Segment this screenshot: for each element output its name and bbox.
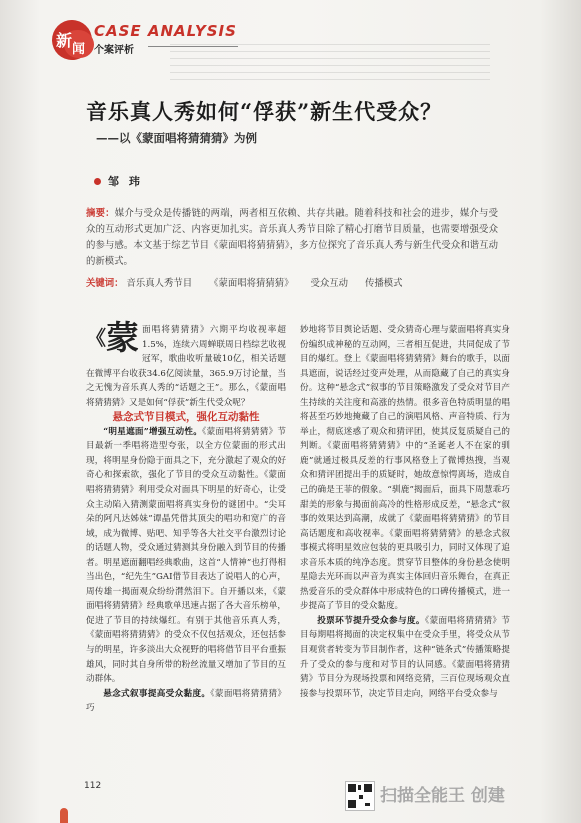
author-bullet-icon: [94, 178, 101, 185]
header-divider: [148, 46, 238, 47]
logo-char-1: 新: [56, 31, 73, 50]
keyword: 《蒙面唱将猜猜猜》: [209, 278, 294, 289]
dropcap: 《蒙: [86, 318, 139, 357]
body-paragraph: 投票环节提升受众参与度。《蒙面唱将猜猜猜》节目每期唱将揭面的决定权集中在受众手里，将受众从节目观赏者转变为节目制作者，这种“链条式”传播策略提升了受众的参与度和对节目的认同感。《蒙面唱将猜猜猜》节目分为现场投票和网络竞猜，三百位现场观众直接参与投票环节，决定节目走向，网络平台受众参与: [300, 615, 510, 699]
body-column-right: [300, 323, 510, 701]
abstract-text: 媒介与受众是传播链的两端，两者相互依赖、共存共融。随着科技和社会的进步，媒介与受众的互动形式更加广泛、内容更加扎实。音乐真人秀节目除了精心打磨节目质量，也需要增强受众的参与感。本文基于综艺节目《蒙面唱将猜猜猜》，多方位探究了音乐真人秀与新生代受众和谐互动的新模式。: [86, 208, 498, 267]
scanner-watermark: 扫描全能王 创建: [380, 786, 505, 806]
logo-char-2: 闻: [72, 42, 86, 57]
body-paragraph: “明星遮面”增强互动性。《蒙面唱将猜猜猜》节目最新一季唱将造型夸张，以全方位蒙面的形式出现，将明星身份隐于面具之下，充分激起了观众的好奇心和探索欲，强化了节目的受众互动黏性。《蒙面唱将猜猜猜》利用受众对面具下明星的好奇心，让受众主动陷入猜测蒙面唱将真实身份的谜团中。“尖耳朵的阿凡达姊妹”谭晶凭借其顶尖的唱功和宽广的音域，成为微博、贴吧、知乎等各大社交平台激烈讨论的话题人物，受众通过猜测其身份融入到节目的传播者。明星遮面翻唱经典歌曲，这首“人情神”也打得相当出色，“纪先生”GAI借节目表达了说唱人的心声，周传雄一揭面观众纷纷潸然泪下。自开播以来，《蒙面唱将猜猜猜》经典歌单迅速占据了各大音乐榜单，促进了节目的持续爆红。有别于其他音乐真人秀，《蒙面唱将猜猜猜》的受众不仅包括观众，还包括参与的明星，许多淡出大众视野的唱将借节目平台重振雄风，同时其自身所带的粉丝流量又增加了节目的互动群体。: [86, 426, 287, 685]
keywords: [86, 275, 506, 289]
footer-decoration: [60, 808, 68, 823]
body-paragraph: 悬念式叙事提高受众黏度。《蒙面唱将猜猜猜》巧: [86, 688, 286, 714]
keyword: 受众互动: [310, 278, 349, 289]
keyword: 音乐真人秀节目: [126, 278, 193, 289]
body-column-left: [86, 318, 287, 716]
article-author: 邹 玮: [108, 175, 143, 188]
keywords-label: 关键词：: [86, 278, 124, 289]
article-subtitle: ——以《蒙面唱将猜猜猜》为例: [96, 131, 257, 145]
intro-paragraph: 《蒙 面唱将猜猜猜》六期平均收视率超1.5%，连续六周蝉联周日档综艺收视冠军，歌曲收听量破10亿，相关话题在微博平台收获34.6亿阅读量，365.9万讨论量，当之无愧为音乐真人秀的“话题之王”。那么，《蒙面唱将猜猜猜》又是如何“俘获”新生代受众呢？: [86, 318, 286, 408]
abstract: [86, 206, 498, 270]
body-paragraph: 妙地将节目舆论话题、受众猜奇心理与蒙面唱将真实身份编织成神秘的互动网，三者相互促进，共同促成了节目的爆红。登上《蒙面唱将猜猜猜》舞台的歌手，以面具遮面，说话经过变声处理，从而隐藏了自己的真实身份。这种“悬念式”叙事的节目策略激发了受众对节目产生持续的关注度和高涨的热情。很多音色特质明显的唱将甚至巧妙地掩藏了自己的演唱风格、声音特质、行为举止，彻底迷惑了观众和猜评团，使其反复质疑自己的判断。《蒙面唱将猜猜猜》中的“圣诞老人不在家的驯鹿”就通过极具反差的行事风格登上了微博热搜，当观众和猜评团提出手的质疑时，她故意惊愕离场，造成自己的确是王菲的假象。“驯鹿”揭面后，面具下周慧乖巧甜美的形象与揭面前高冷的性格形成反差，“悬念式”叙事的效果达到高潮，成就了《蒙面唱将猜猜猜》的节目高话题度和高收视率。《蒙面唱将猜猜猜》的悬念式叙事模式将明星效应包装的更具吸引力，同时又体现了追求音乐本质的纯净态度。贯穿节目整体的身份悬念使明星隐去光环而以声音为真实主体回归音乐舞台，在真正热爱音乐的受众群体中形成特色的口碑传播模式，进一步提高了节目的受众黏度。: [300, 325, 510, 612]
header-brand: CASE ANALYSIS: [94, 22, 237, 40]
qr-code-icon: [345, 781, 375, 811]
keyword: 传播模式: [365, 278, 403, 289]
page-number: 112: [84, 781, 102, 791]
section-heading: 悬念式节目模式，强化互动黏性: [112, 411, 260, 424]
header-section: 个案评析: [94, 45, 134, 56]
article-title: 音乐真人秀如何“俘获”新生代受众？: [86, 99, 443, 124]
abstract-label: 摘要：: [86, 208, 115, 219]
